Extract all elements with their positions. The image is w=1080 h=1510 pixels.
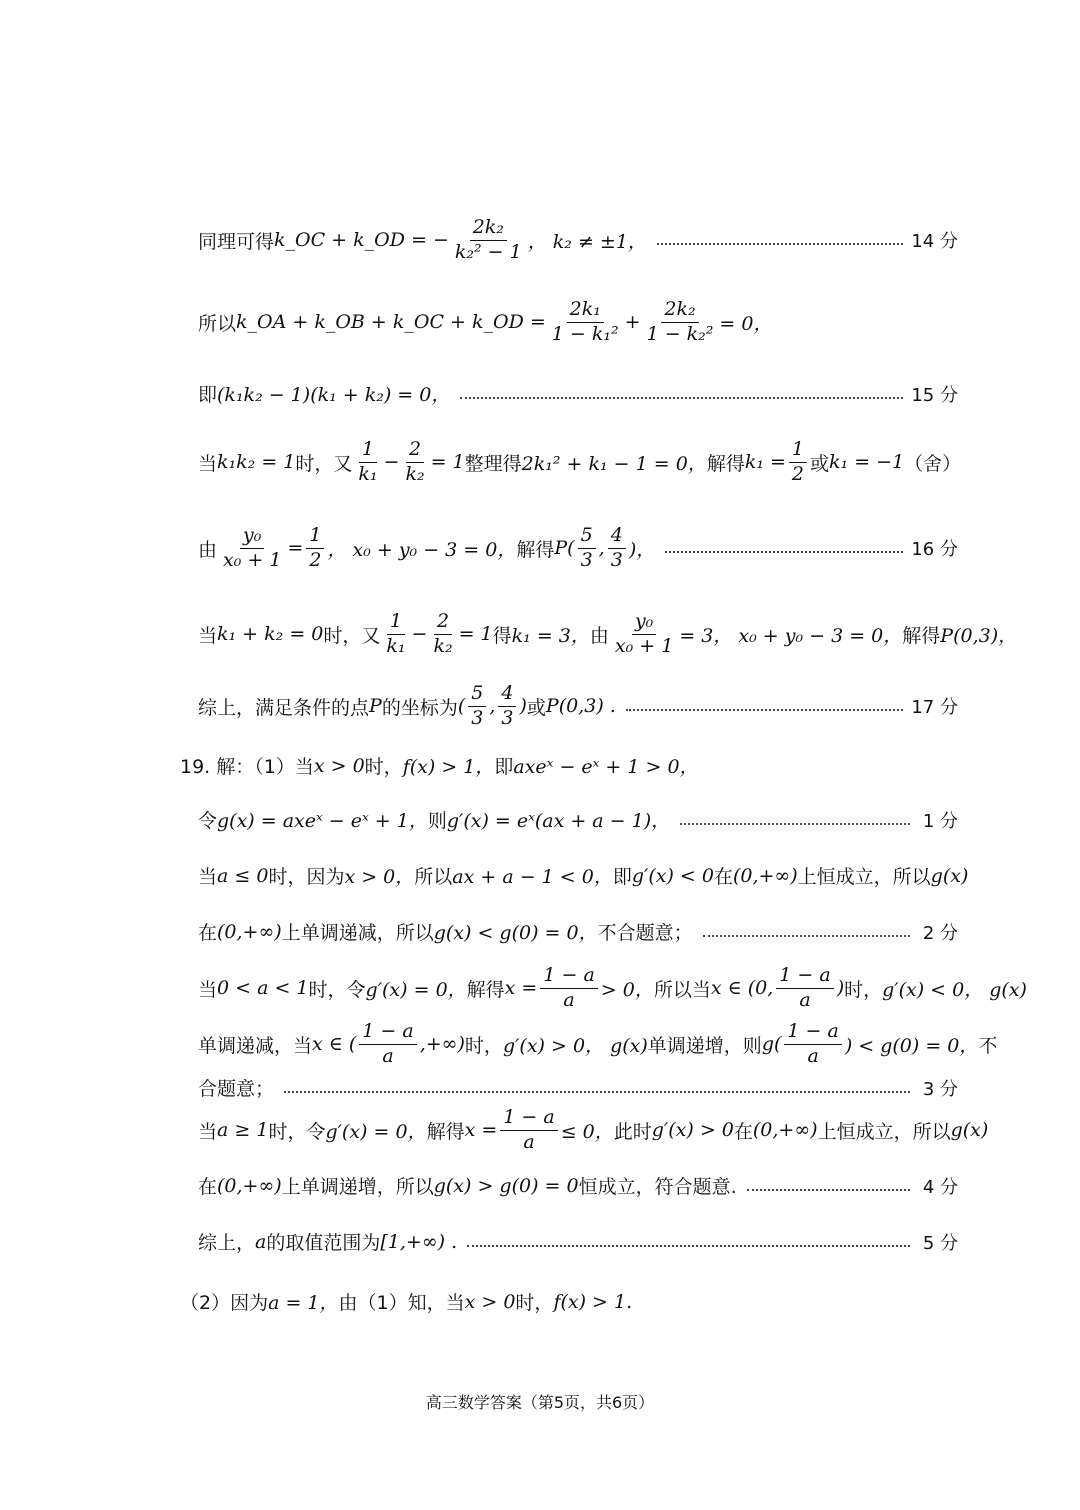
line-math: (0,+∞): [217, 920, 282, 943]
fraction-numerator: 4: [608, 526, 626, 549]
line-math: P(0,3) .: [545, 695, 616, 718]
line-math: ,+∞): [419, 1033, 465, 1056]
line-text: 即: [494, 756, 514, 778]
dotted-leader: [460, 397, 903, 399]
fraction-numerator: y₀: [240, 526, 264, 549]
line-text: 解得: [466, 978, 505, 1001]
fraction-denominator: k₂: [405, 462, 425, 485]
fraction-numerator: 4: [498, 684, 516, 707]
line-math: x > 0: [313, 754, 365, 777]
line-math: ): [519, 695, 527, 718]
line-math: g′(x) = 0，: [325, 1120, 427, 1143]
fraction-denominator: k₁: [358, 462, 378, 485]
line-math: x > 0: [464, 1290, 516, 1313]
dotted-leader: [747, 1189, 910, 1191]
fraction-denominator: 3: [471, 706, 484, 729]
score-mark: 1 分: [922, 810, 958, 832]
line-text: 或: [810, 452, 830, 475]
line-text: 此时: [613, 1120, 652, 1143]
fraction: [500, 1108, 557, 1153]
solution-line: 所以 k_OA + k_OB + k_OC + k_OD = $\frac{\text{2k₁}}{\text{1 − k₁²}}$ + $\frac{\text{2k₂}}{\text{1 − k₂²}}$ = 0，: [198, 298, 773, 345]
fraction-numerator: 1: [789, 440, 807, 463]
fraction: [776, 966, 833, 1011]
line-text: 解得: [516, 538, 555, 561]
page-footer: 高三数学答案（第5页，共6页）: [425, 1393, 655, 1412]
solution-line: [198, 1074, 958, 1101]
score-mark: 17 分: [911, 697, 958, 719]
line-math: ): [836, 977, 845, 1000]
line-math: a = 1，: [268, 1292, 339, 1314]
fraction-numerator: 2k₂: [470, 218, 507, 241]
line-text: 时，又: [323, 624, 381, 647]
line-math: ax + a − 1 < 0，: [452, 866, 613, 888]
line-math: = 1: [458, 623, 493, 646]
fraction: [608, 526, 626, 571]
line-math: P: [369, 695, 382, 718]
line-math: x ∈ (: [312, 1033, 357, 1056]
line-math: x ∈ (0,: [710, 977, 774, 1000]
line-math: k_OA + k_OB + k_OC + k_OD =: [236, 311, 546, 334]
line-math: axeˣ − eˣ + 1 > 0，: [513, 756, 699, 778]
score-mark: 4 分: [922, 1176, 958, 1198]
dotted-leader: [284, 1091, 910, 1093]
line-text: 时，: [844, 978, 883, 1001]
solution-line: [198, 218, 958, 263]
fraction-numerator: y₀: [632, 612, 656, 635]
line-text: 由（1）知，当: [338, 1292, 465, 1314]
fraction-numerator: 2k₁: [567, 300, 604, 323]
line-text: 时，又: [295, 452, 353, 475]
fraction-denominator: 1 − k₁²: [551, 322, 619, 345]
solution-line: [198, 380, 958, 407]
line-math: g′(x) = 0，: [365, 978, 467, 1001]
line-math: a: [255, 1230, 267, 1253]
fraction-denominator: x₀ + 1: [223, 548, 282, 571]
line-math: (: [457, 695, 466, 718]
fraction-denominator: a: [523, 1130, 535, 1153]
fraction-numerator: 1: [359, 440, 377, 463]
line-math: k₁k₂ = 1: [217, 451, 296, 474]
line-text: 当: [198, 452, 218, 475]
score-mark: 15 分: [911, 384, 958, 406]
line-text: 综上，满足条件的点: [198, 696, 370, 719]
fraction-numerator: 1: [306, 526, 324, 549]
line-math: x > 0，: [344, 866, 415, 888]
fraction: [359, 1022, 416, 1067]
line-math: (0,+∞): [752, 1119, 818, 1142]
dotted-leader: [467, 1245, 910, 1247]
line-text: 所以当: [653, 978, 711, 1001]
line-text: 上单调递减，所以: [281, 922, 434, 944]
line-text: 整理得: [464, 452, 522, 475]
score-mark: 3 分: [922, 1078, 958, 1100]
line-math: P(0,3)，: [940, 624, 1018, 647]
line-text: 所以: [414, 866, 453, 888]
line-math: (0,+∞): [732, 864, 798, 887]
line-math: (k₁k₂ − 1)(k₁ + k₂) = 0，: [217, 384, 451, 406]
line-math: x =: [464, 1119, 498, 1142]
line-text: 时，因为: [268, 866, 345, 888]
dotted-leader: [657, 243, 903, 245]
line-math: g′(x) > 0: [651, 1119, 734, 1142]
line-math: g(x): [930, 864, 969, 887]
solution-line: [198, 806, 958, 833]
fraction-denominator: k₂² − 1: [454, 240, 522, 263]
fraction-numerator: 2k₂: [661, 300, 698, 323]
fraction-denominator: a: [799, 988, 811, 1011]
line-text: 当: [198, 624, 218, 647]
line-math: a ≤ 0: [217, 864, 269, 887]
line-text: 在: [733, 1120, 753, 1143]
line-text: 时，令: [308, 978, 366, 1001]
fraction-numerator: 5: [578, 526, 596, 549]
fraction: [383, 612, 408, 657]
line-text: 时，: [515, 1292, 554, 1314]
solution-line: [198, 918, 958, 945]
fraction-numerator: 1 − a: [784, 1022, 841, 1045]
line-text: 解得: [426, 1120, 465, 1143]
line-math: g′(x) < 0: [631, 864, 714, 887]
line-math: f(x) > 1，: [402, 756, 495, 778]
line-math: a ≥ 1: [217, 1119, 269, 1142]
fraction-numerator: 1 − a: [500, 1108, 557, 1131]
fraction: [644, 300, 717, 345]
line-math: (0,+∞): [217, 1174, 282, 1197]
solution-line: [198, 1020, 998, 1067]
line-math: g(x): [950, 1119, 989, 1142]
line-math: k₁ = 3，: [511, 624, 590, 647]
fraction-denominator: a: [382, 1044, 394, 1067]
line-text: 由: [589, 624, 609, 647]
solution-line: [198, 862, 969, 889]
line-text: 上恒成立，所以: [797, 866, 931, 888]
solution-line: 由 $\frac{\text{y₀}}{\text{x₀ + 1}}$ = $\frac{1}{2}$ ， x₀ + y₀ − 3 = 0， 解得 P( $\frac{5}{3}$ , $\frac{4}{3}$ )， 16 分: [198, 524, 958, 571]
fraction-denominator: a: [807, 1044, 819, 1067]
solution-line: [198, 964, 1027, 1011]
solution-line: [198, 1106, 989, 1153]
line-math: k₁ =: [744, 451, 786, 474]
line-text: 合题意；: [198, 1078, 275, 1100]
line-text: 当: [198, 866, 218, 888]
fraction-denominator: 2: [791, 462, 805, 485]
line-text: 时，: [464, 1034, 503, 1057]
line-math: ≤ 0，: [560, 1120, 614, 1143]
line-text: 同理可得: [198, 230, 275, 253]
score-mark: 5 分: [922, 1232, 958, 1254]
line-math: x =: [504, 977, 538, 1000]
score-mark: 16 分: [911, 539, 958, 561]
line-text: 或: [526, 696, 546, 719]
fraction-numerator: 1: [387, 612, 405, 635]
line-text: 当: [198, 1120, 218, 1143]
dotted-leader: [626, 709, 904, 711]
line-math: )，: [628, 538, 656, 561]
line-text: 不: [978, 1034, 998, 1057]
dotted-leader: [680, 823, 910, 825]
solution-line: [180, 752, 940, 779]
line-math: = 3， x₀ + y₀ − 3 = 0，: [679, 624, 903, 647]
fraction: [612, 612, 676, 657]
line-text: 的取值范围为: [266, 1232, 381, 1254]
line-text: 综上，: [198, 1232, 256, 1254]
line-text: 解得: [706, 452, 745, 475]
line-text: 的坐标为: [381, 696, 458, 719]
line-text: 时，: [364, 756, 403, 778]
fraction-numerator: 5: [468, 684, 486, 707]
line-math: = 0，: [719, 312, 773, 335]
fraction-numerator: 1 − a: [776, 966, 833, 989]
line-math: 2k₁² + k₁ − 1 = 0，: [521, 452, 707, 475]
line-text: 不合题意；: [597, 922, 693, 944]
solution-line: [198, 1228, 958, 1255]
fraction-denominator: 2: [309, 548, 322, 571]
line-text: 在: [198, 922, 218, 944]
line-math: k₁ = −1: [829, 451, 905, 474]
line-text: 解得: [902, 624, 941, 647]
solution-line: 综上，满足条件的点 P 的坐标为 ( $\frac{5}{3}$ , $\frac{4}{3}$ ) 或 P(0,3) . 17 分: [198, 682, 958, 729]
line-math: g(: [761, 1033, 782, 1056]
fraction-numerator: 1 − a: [540, 966, 597, 989]
line-math: g(x) > g(0) = 0: [433, 1174, 579, 1197]
line-math: > 0，: [600, 978, 654, 1001]
line-math: P(: [554, 537, 575, 560]
dotted-leader: [703, 935, 910, 937]
fraction: [220, 526, 284, 571]
line-math: k₁ + k₂ = 0: [217, 623, 324, 646]
line-math: ) < g(0) = 0，: [844, 1034, 979, 1057]
line-text: 单调递增，则: [647, 1034, 762, 1057]
fraction: [402, 440, 427, 485]
line-text: （2）因为: [180, 1292, 269, 1314]
solution-line: 当 k₁ + k₂ = 0 时，又 $\frac{1}{\text{k₁}}$ − $\frac{2}{\text{k₂}}$ = 1 得 k₁ = 3， 由 $\frac{\text{y₀}}{\text{x₀ + 1}}$ = 3， x₀ + y₀ − 3 = 0， 解得 P(0,3)，: [198, 610, 1018, 657]
line-text: 即: [198, 384, 218, 406]
line-text: 则: [427, 810, 447, 832]
solution-line: [198, 1172, 958, 1199]
fraction-denominator: 3: [501, 706, 514, 729]
fraction: [430, 612, 455, 657]
line-text: 当: [198, 978, 218, 1001]
line-math: g′(x) > 0， g(x): [502, 1034, 648, 1057]
fraction-denominator: k₂: [433, 634, 453, 657]
fraction-numerator: 2: [406, 440, 424, 463]
line-math: g(x) = axeˣ − eˣ + 1，: [217, 810, 428, 832]
line-math: g′(x) = eˣ(ax + a − 1)，: [446, 810, 671, 832]
line-math: ， k₂ ≠ ±1，: [527, 230, 647, 253]
fraction: [540, 966, 597, 1011]
fraction-numerator: 1 − a: [359, 1022, 416, 1045]
dotted-leader: [665, 551, 903, 553]
solution-line: 当 k₁k₂ = 1 时，又 $\frac{1}{\text{k₁}}$ − $\frac{2}{\text{k₂}}$ = 1 整理得 2k₁² + k₁ − 1 = 0， 解得 k₁ = $\frac{1}{2}$ 或 k₁ = −1 （舍）: [198, 438, 962, 485]
fraction-denominator: x₀ + 1: [614, 634, 674, 657]
line-text: 得: [492, 624, 512, 647]
fraction: [306, 526, 324, 571]
score-mark: 14 分: [911, 231, 958, 253]
line-text: 令: [198, 810, 218, 832]
fraction: [789, 440, 807, 485]
line-math: ， x₀ + y₀ − 3 = 0，: [327, 538, 517, 561]
line-text: 所以: [198, 312, 237, 335]
fraction: [578, 526, 596, 571]
solution-line: [180, 1288, 940, 1315]
line-text: 由: [198, 538, 218, 561]
fraction: [784, 1022, 841, 1067]
fraction-numerator: 2: [434, 612, 452, 635]
line-text: 19. 解：（1）当: [180, 756, 314, 778]
line-math: = 1: [430, 451, 465, 474]
line-math: g(x) < g(0) = 0，: [433, 922, 598, 944]
line-text: 在: [198, 1176, 218, 1198]
fraction: [549, 300, 622, 345]
line-text: 即: [612, 866, 632, 888]
fraction: [498, 684, 516, 729]
fraction: [468, 684, 486, 729]
line-math: g′(x) < 0， g(x): [882, 978, 1027, 1001]
score-mark: 2 分: [922, 922, 958, 944]
fraction-denominator: 3: [610, 548, 623, 571]
line-text: 在: [713, 866, 733, 888]
fraction-denominator: k₁: [386, 634, 406, 657]
fraction-denominator: 3: [580, 548, 593, 571]
line-text: 单调递减，当: [198, 1034, 313, 1057]
line-text: 上恒成立，所以: [817, 1120, 951, 1143]
fraction: [355, 440, 380, 485]
fraction: [452, 218, 525, 263]
fraction-denominator: a: [563, 988, 575, 1011]
line-text: 时，令: [268, 1120, 326, 1143]
line-math: =: [287, 537, 304, 560]
line-math: k_OC + k_OD = −: [274, 229, 449, 252]
line-text: 上单调递增，所以: [281, 1176, 434, 1198]
line-text: （舍）: [904, 452, 962, 475]
line-math: [1,+∞) .: [380, 1230, 458, 1253]
line-math: f(x) > 1.: [553, 1290, 633, 1313]
line-text: 恒成立，符合题意.: [578, 1176, 737, 1198]
fraction-denominator: 1 − k₂²: [646, 322, 714, 345]
line-math: 0 < a < 1: [217, 977, 309, 1000]
